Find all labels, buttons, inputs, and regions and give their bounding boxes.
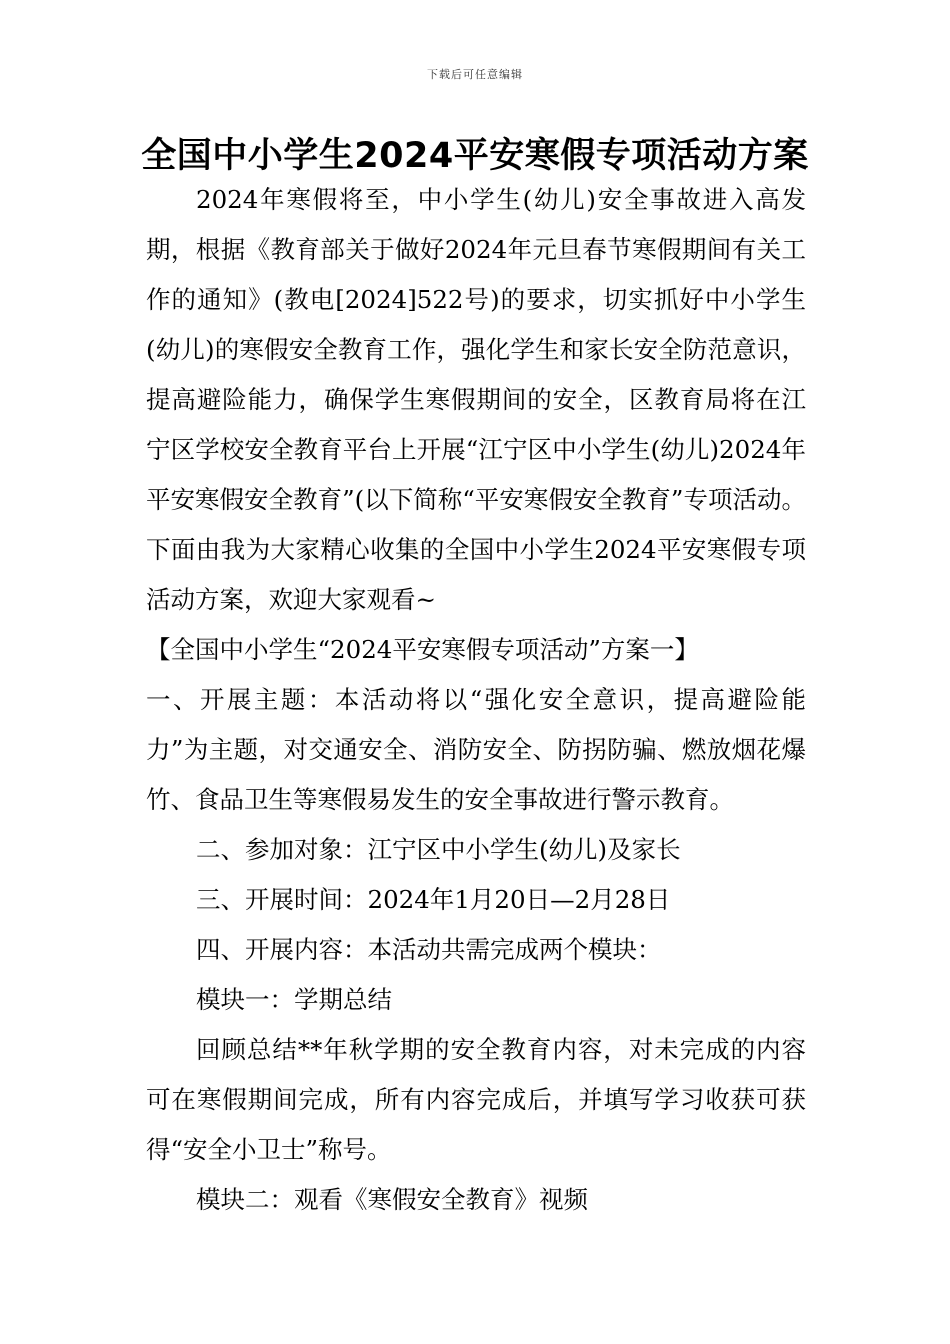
time-paragraph: 三、开展时间：2024年1月20日—2月28日 — [196, 885, 671, 914]
content-paragraph: 四、开展内容：本活动共需完成两个模块： — [196, 935, 662, 964]
intro-paragraph: 2024年寒假将至，中小学生(幼儿)安全事故进入高发期，根据《教育部关于做好2024年元旦春节寒假期间有关工作的通知》(教电[2024]522号)的要求，切实抓好中小学生(幼儿)的寒假安全教育工作，强化学生和家长安全防范意识，提高避险能力，确保学生寒假期间的安全，区教育局将在江宁区学校安全教育平台上开展“江宁区中小学生(幼儿)2024年平安寒假安全教育”(以下简称“平安寒假安全教育”专项活动。下面由我为大家精心收集的全国中小学生2024平安寒假专项活动方案，欢迎大家观看~ — [146, 185, 806, 614]
document-body — [146, 175, 806, 1225]
theme-paragraph: 一、开展主题：本活动将以“强化安全意识，提高避险能力”为主题，对交通安全、消防安全、防拐防骗、燃放烟花爆竹、食品卫生等寒假易发生的安全事故进行警示教育。 — [146, 685, 806, 814]
module-one-paragraph: 回顾总结**年秋学期的安全教育内容，对未完成的内容可在寒假期间完成，所有内容完成后，并填写学习收获可获得“安全小卫士”称号。 — [146, 1035, 806, 1164]
section-heading: 【全国中小学生“2024平安寒假专项活动”方案一】 — [146, 635, 699, 664]
module-two-heading: 模块二：观看《寒假安全教育》视频 — [196, 1185, 588, 1214]
participants-paragraph: 二、参加对象：江宁区中小学生(幼儿)及家长 — [196, 835, 681, 864]
document-title: 全国中小学生2024平安寒假专项活动方案 — [141, 136, 809, 176]
module-one-heading: 模块一：学期总结 — [196, 985, 392, 1014]
header-watermark: 下载后可任意编辑 — [427, 68, 523, 81]
